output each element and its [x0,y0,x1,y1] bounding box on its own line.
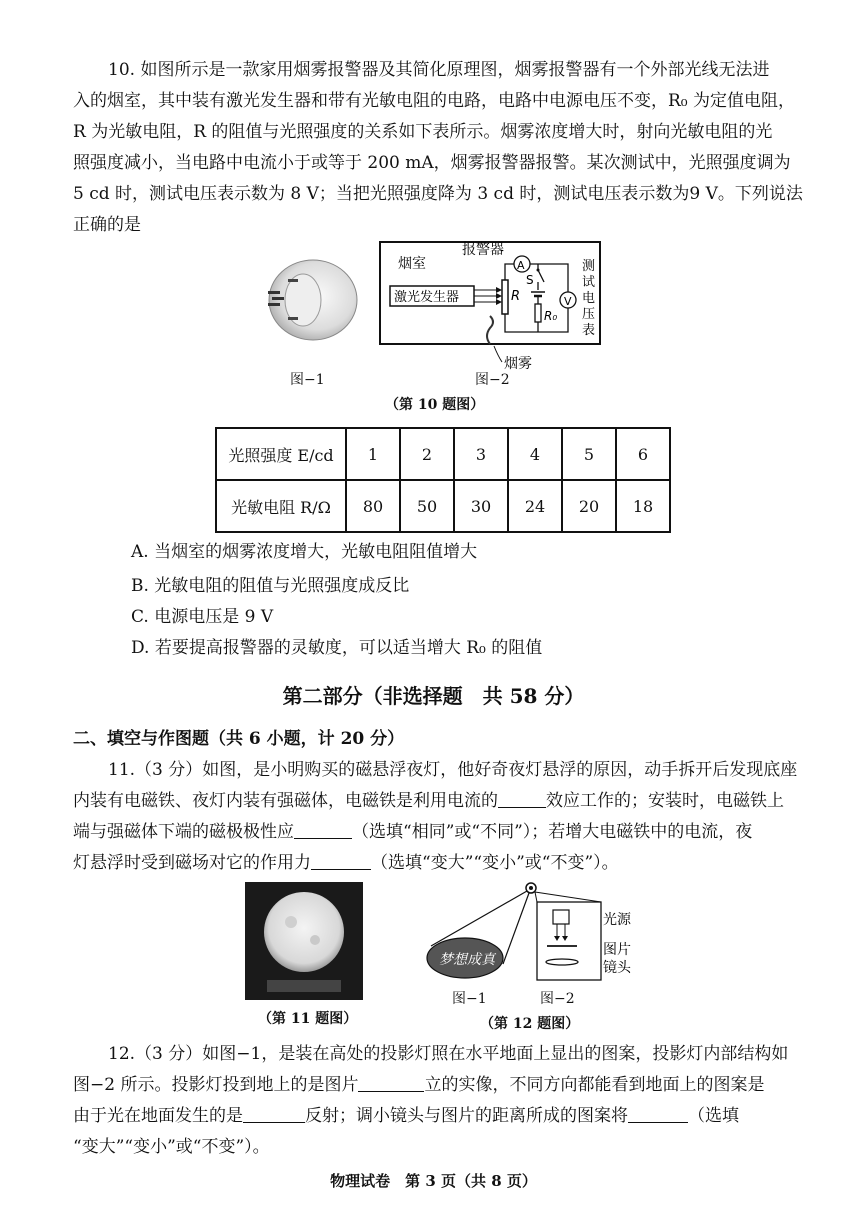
table-header-intensity: 光照强度 E/cd [216,428,346,480]
option-b: B. 光敏电阻的阻值与光照强度成反比 [131,576,410,596]
table-header-resistance: 光敏电阻 R/Ω [216,480,346,532]
fig2-label-q10: 图−2 [475,372,510,388]
q10-line-5: 5 cd 时，测试电压表示数为 8 V；当把光照强度降为 3 cd 时，测试电压表示数为9 V。下列说法 [73,184,803,204]
lens-label: 镜头 [603,960,631,976]
levitating-lamp-image [245,882,363,1000]
table-cell: 6 [616,428,670,480]
table-cell: 5 [562,428,616,480]
ammeter-label: A [517,259,525,272]
picture-label: 图片 [603,942,631,958]
smoke-detector-image [258,255,358,345]
resistance-table [215,427,671,533]
q12-text: 立的实像，不同方向都能看到地面上的图案是 [424,1075,765,1095]
test-meter-char-4: 压 [582,307,596,322]
table-cell: 3 [454,428,508,480]
option-a: A. 当烟室的烟雾浓度增大，光敏电阻阻值增大 [131,542,478,562]
table-cell: 30 [454,480,508,532]
q10-line-3: R 为光敏电阻，R 的阻值与光照强度的关系如下表所示。烟雾浓度增大时，射向光敏电阻的光 [73,122,773,142]
part2-title: 第二部分（非选择题 共 58 分） [282,684,585,708]
r-label: R [511,289,521,304]
part2-subtitle: 二、填空与作图题（共 6 小题，计 20 分） [73,729,405,749]
q12-text: 由于光在地面发生的是 [73,1106,243,1126]
table-cell: 20 [562,480,616,532]
page-footer: 物理试卷 第 3 页（共 8 页） [330,1172,537,1190]
table-row [216,480,670,532]
fig1-label-q10: 图−1 [290,372,325,388]
fig2-label-q12: 图−2 [540,991,575,1007]
option-d: D. 若要提高报警器的灵敏度，可以适当增大 R₀ 的阻值 [131,638,543,658]
q11-blank-2[interactable] [294,820,352,839]
q12-text: 图−2 所示。投影灯投到地上的是图片 [73,1075,359,1095]
q11-text: （选填“相同”或“不同”）；若增大电磁铁中的电流，夜 [352,822,753,842]
q12-blank-2[interactable] [243,1104,305,1123]
table-cell: 2 [400,428,454,480]
q11-line-4 [73,851,619,875]
q12-line-2 [73,1073,764,1097]
q11-caption: （第 11 题图） [258,1011,358,1027]
q11-text: 效应工作的；安装时，电磁铁上 [546,791,784,811]
table-cell: 50 [400,480,454,532]
q10-line-1: 10. 如图所示是一款家用烟雾报警器及其简化原理图，烟雾报警器有一个外部光线无法进 [108,60,770,80]
q12-blank-3[interactable] [628,1104,688,1123]
projector-diagram [425,880,635,1000]
test-meter-char-3: 电 [582,291,596,306]
q10-line-6: 正确的是 [73,215,141,235]
smoke-room-label: 烟室 [398,256,426,272]
alarm-label: 报警器 [462,242,504,258]
q11-text: 灯悬浮时受到磁场对它的作用力 [73,853,311,873]
q11-line-3 [73,820,752,844]
q11-text: （选填“变大”“变小”或“不变”）。 [371,853,619,873]
voltmeter-label: V [564,295,572,308]
table-row [216,428,670,480]
q10-line-4: 照强度减小，当电路中电流小于或等于 200 mA，烟雾报警器报警。某次测试中，光照强度调为 [73,153,791,173]
q12-text: （选填 [688,1106,739,1126]
test-meter-char-1: 测 [582,259,596,274]
table-cell: 18 [616,480,670,532]
q10-caption: （第 10 题图） [385,397,485,413]
option-c: C. 电源电压是 9 V [131,607,274,627]
fig1-label-q12: 图−1 [452,991,487,1007]
circuit-diagram [378,240,610,380]
q10-line-2: 入的烟室，其中装有激光发生器和带有光敏电阻的电路，电路中电源电压不变，R₀ 为定值电阻， [73,91,796,111]
q11-line-2 [73,789,784,813]
q12-line-1: 12.（3 分）如图−1，是装在高处的投影灯照在水平地面上显出的图案，投影灯内部结构如 [108,1044,789,1064]
q12-line-3 [73,1104,739,1128]
q11-blank-3[interactable] [311,851,371,870]
table-cell: 80 [346,480,400,532]
smoke-label: 烟雾 [504,356,532,372]
table-cell: 4 [508,428,562,480]
q11-blank-1[interactable] [498,789,546,808]
q11-text: 内装有电磁铁、夜灯内装有强磁体，电磁铁是利用电流的 [73,791,498,811]
test-meter-char-5: 表 [582,323,596,338]
light-source-label: 光源 [603,912,631,928]
q11-text: 端与强磁体下端的磁极极性应 [73,822,294,842]
q12-text: 反射；调小镜头与图片的距离所成的图案将 [305,1106,628,1126]
q12-caption: （第 12 题图） [480,1016,580,1032]
table-cell: 1 [346,428,400,480]
switch-label: S [526,273,534,287]
table-cell: 24 [508,480,562,532]
r0-label: R₀ [544,309,558,323]
q12-line-4: “变大”“变小”或“不变”）。 [73,1137,270,1157]
q11-line-1: 11.（3 分）如图，是小明购买的磁悬浮夜灯，他好奇夜灯悬浮的原因，动手拆开后发现底座 [108,760,798,780]
laser-label: 激光发生器 [394,290,460,305]
test-meter-char-2: 试 [582,275,596,290]
projected-pattern-text: 梦想成真 [439,952,495,968]
q12-blank-1[interactable] [358,1073,424,1092]
